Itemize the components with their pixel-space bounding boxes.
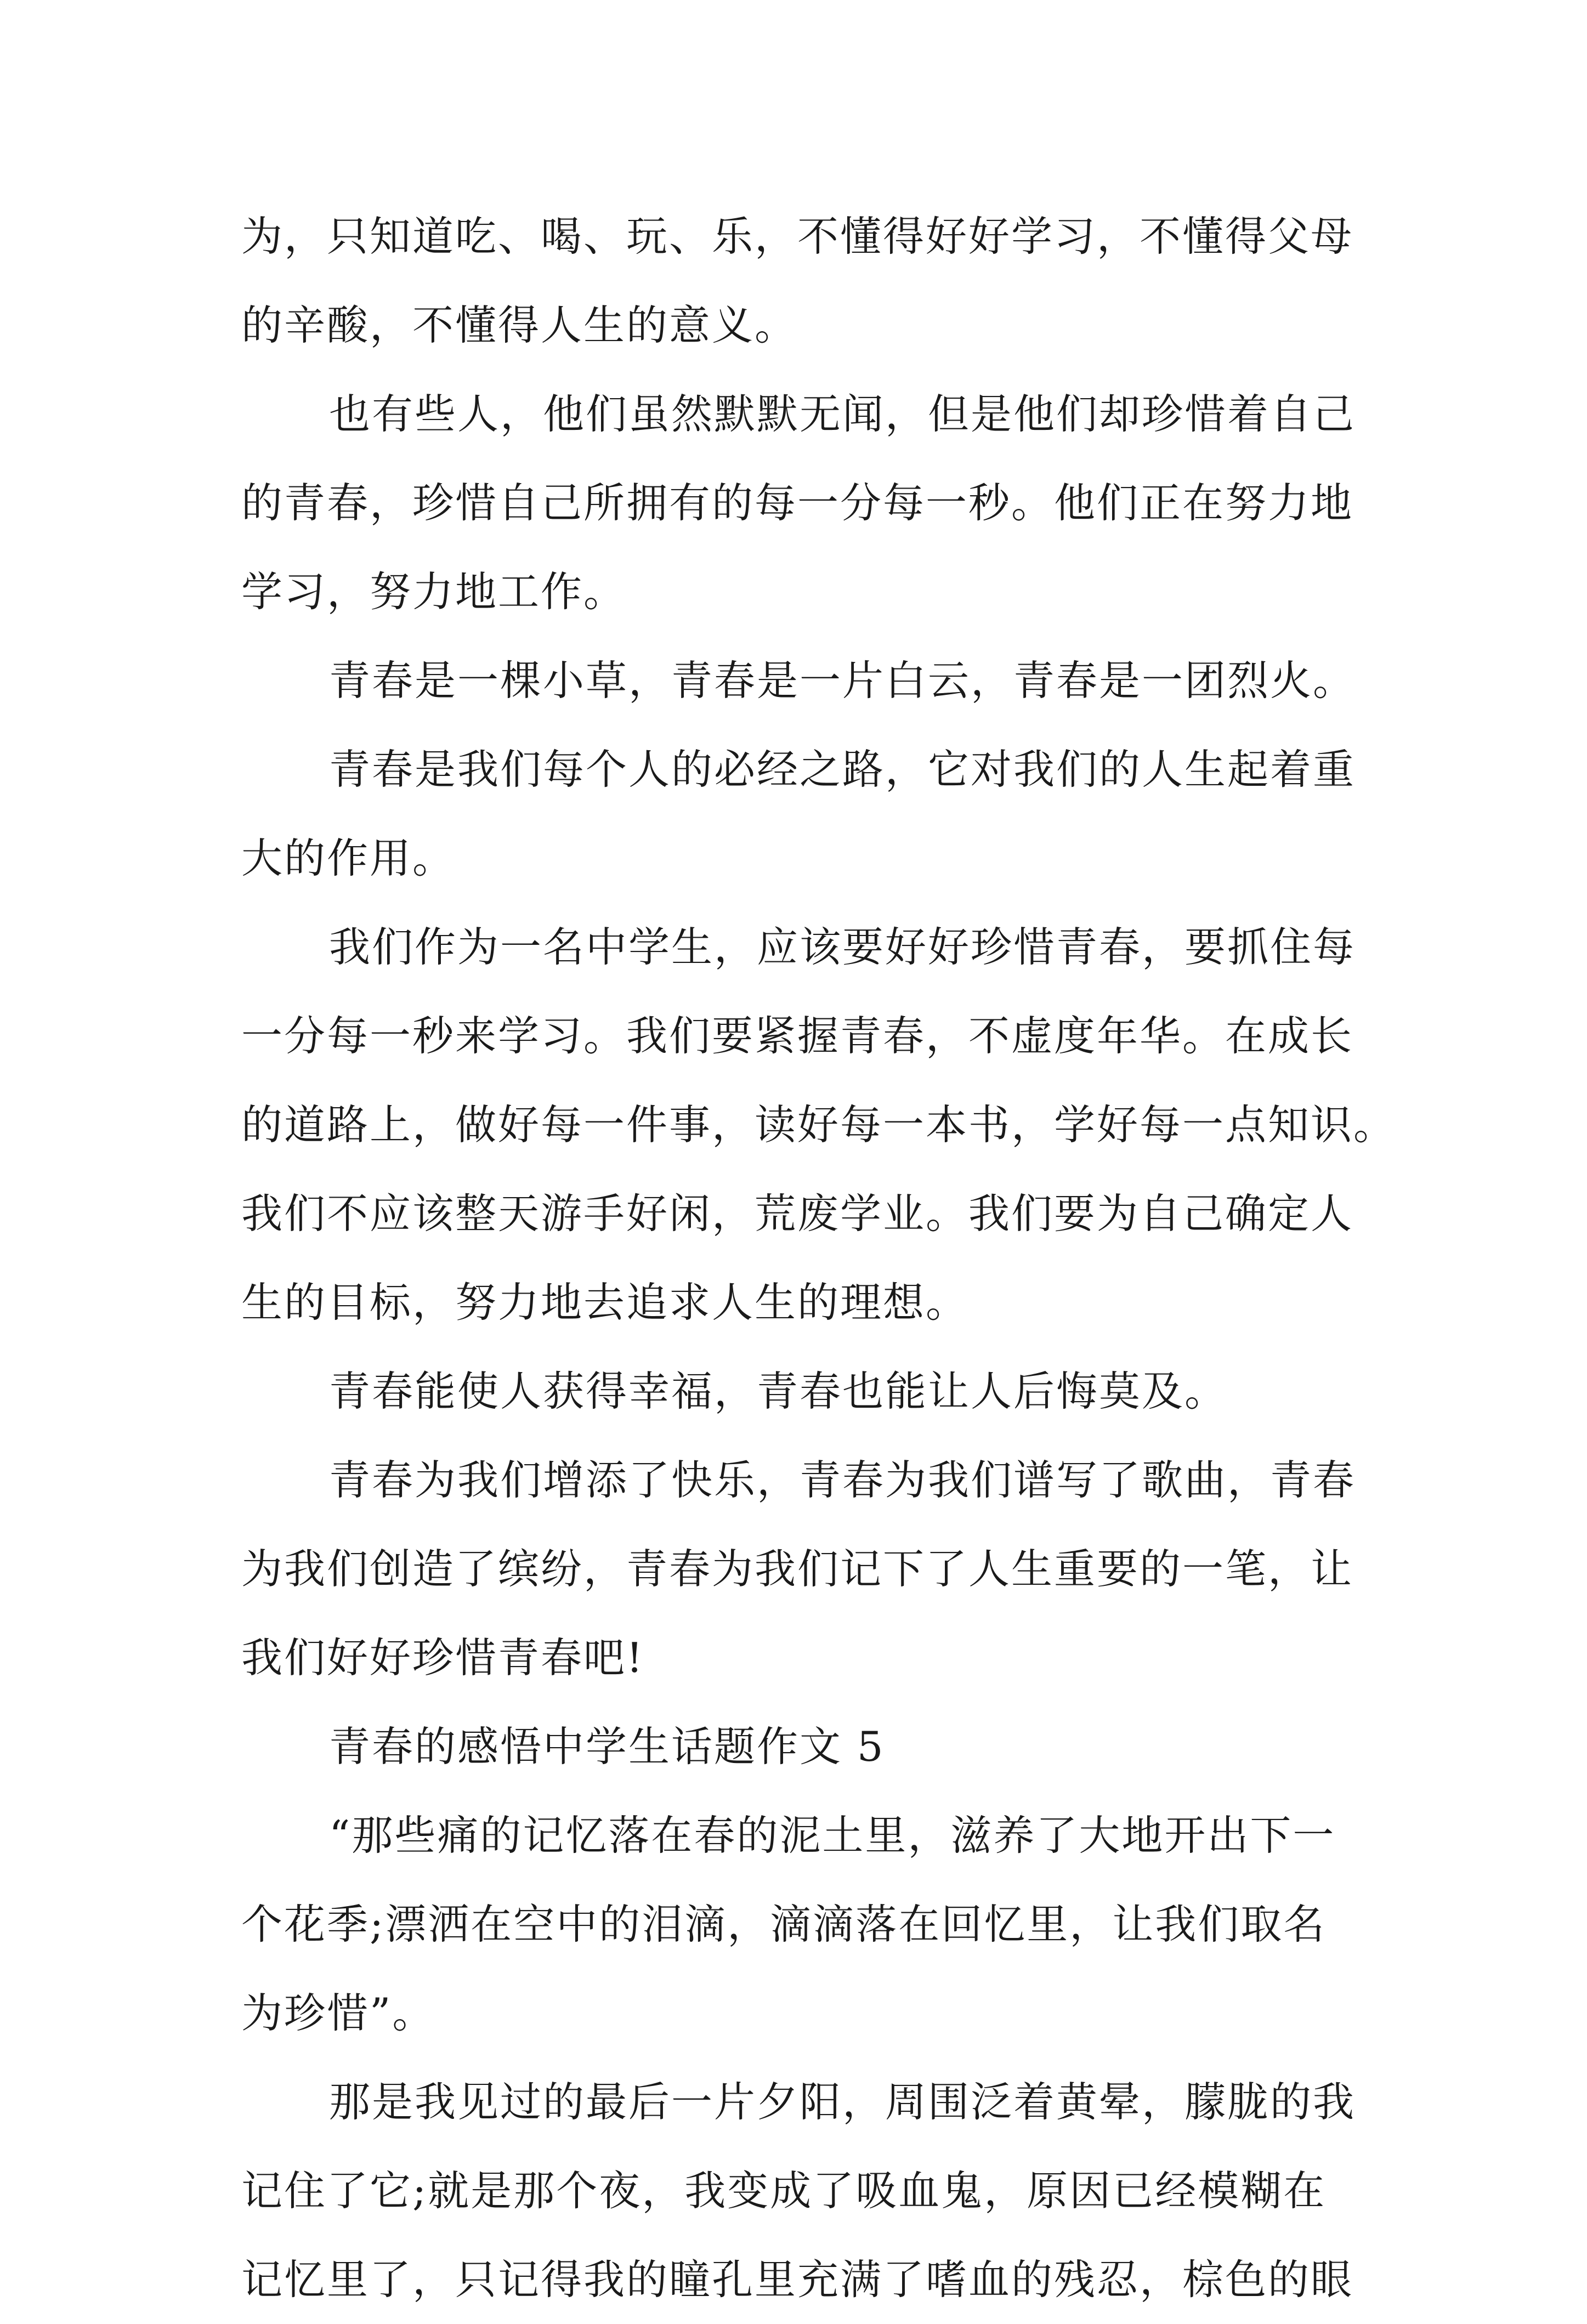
text-line: 青春为我们增添了快乐，青春为我们谱写了歌曲，青春 [329,1456,1356,1504]
text-line: 个花季;漂洒在空中的泪滴，滴滴落在回忆里，让我们取名 [241,1900,1327,1948]
text-line: 我们不应该整天游手好闲，荒废学业。我们要为自己确定人 [241,1189,1354,1238]
text-line: 青春是我们每个人的必经之路，它对我们的人生起着重 [329,745,1356,793]
body-text [241,192,1397,2324]
text-line: 那是我见过的最后一片夕阳，周围泛着黄晕，朦胧的我 [329,2078,1356,2126]
text-line: “那些痛的记忆落在春的泥土里，滋养了大地开出下一 [329,1811,1336,1860]
text-line: 青春是一棵小草，青春是一片白云，青春是一团烈火。 [329,656,1356,705]
section-heading: 青春的感悟中学生话题作文 5 [329,1722,885,1771]
text-line: 的辛酸，不懂得人生的意义。 [241,301,798,349]
text-line: 我们作为一名中学生，应该要好好珍惜青春，要抓住每 [329,923,1356,971]
text-line: 学习，努力地工作。 [241,568,627,616]
text-line: 为我们创造了缤纷，青春为我们记下了人生重要的一笔，让 [241,1545,1354,1593]
text-line: 也有些人，他们虽然默默无闻，但是他们却珍惜着自己 [329,390,1356,438]
text-line: 的道路上，做好每一件事，读好每一本书，学好每一点知识。 [241,1101,1397,1149]
text-line: 生的目标，努力地去追求人生的理想。 [241,1278,969,1327]
text-line: 一分每一秒来学习。我们要紧握青春，不虚度年华。在成长 [241,1012,1354,1060]
text-line: 为珍惜”。 [241,1989,435,2037]
text-line: 我们好好珍惜青春吧! [241,1634,645,1682]
text-line: 记忆里了，只记得我的瞳孔里充满了嗜血的残忍，棕色的眼 [241,2255,1354,2304]
text-line: 为，只知道吃、喝、玩、乐，不懂得好好学习，不懂得父母 [241,212,1354,260]
text-line: 的青春，珍惜自己所拥有的每一分每一秒。他们正在努力地 [241,479,1354,527]
text-line: 青春能使人获得幸福，青春也能让人后悔莫及。 [329,1367,1228,1415]
text-line: 记住了它;就是那个夜，我变成了吸血鬼，原因已经模糊在 [241,2167,1327,2215]
text-line: 大的作用。 [241,834,456,882]
